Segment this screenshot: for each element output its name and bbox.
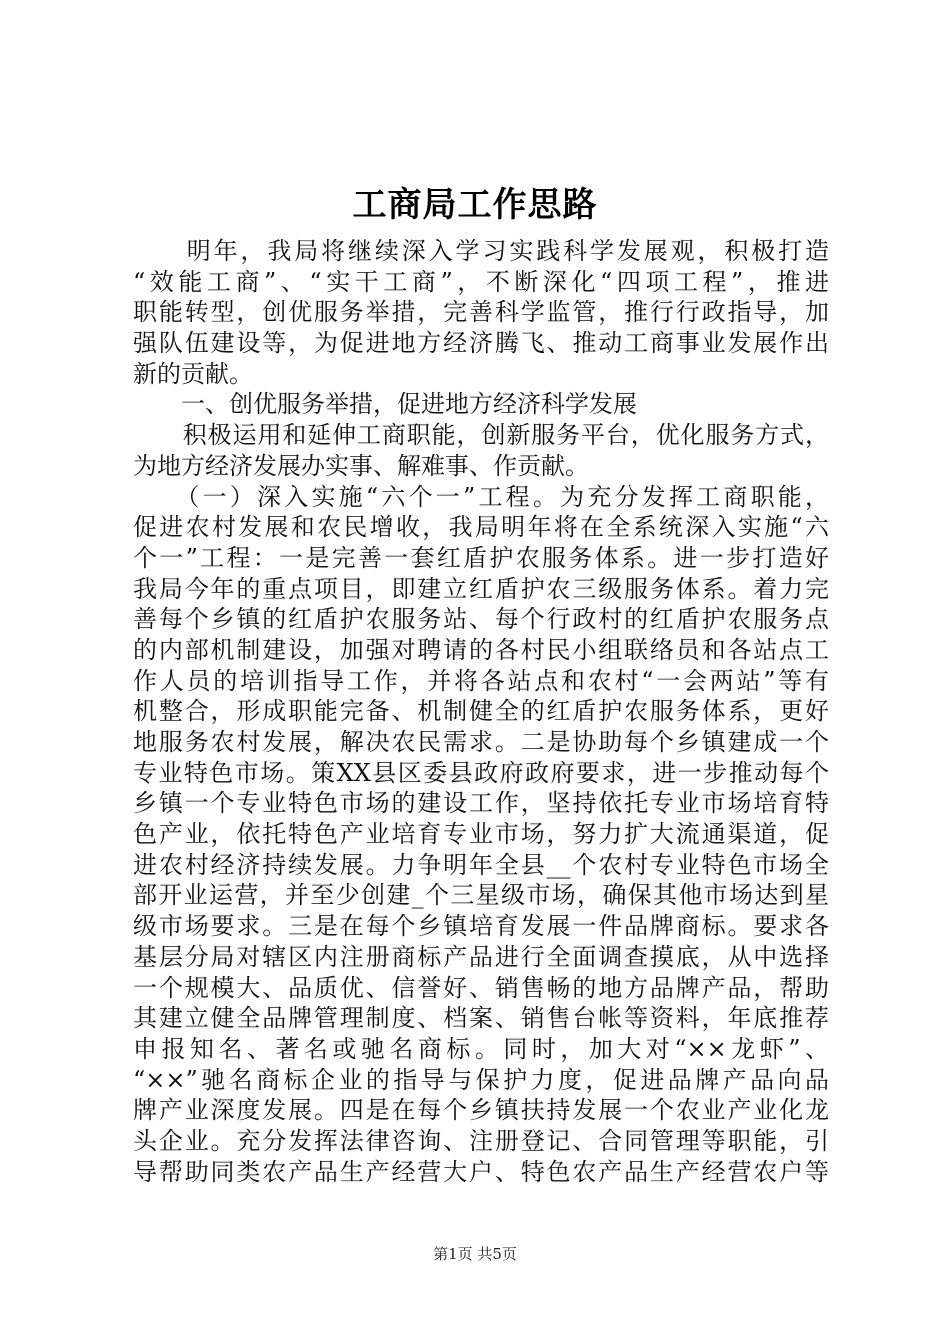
text-line: 进农村经济持续发展。力争明年全县__个农村专业特色市场全 <box>133 850 829 879</box>
text-line: 强队伍建设等，为促进地方经济腾飞、推动工商事业发展作出 <box>133 329 829 358</box>
text-line: 明年，我局将继续深入学习实践科学发展观，积极打造 <box>133 237 829 265</box>
text-line: 牌产业深度发展。四是在每个乡镇扶持发展一个农业产业化龙 <box>133 1096 829 1125</box>
text-line: 新的贡献。 <box>133 359 253 388</box>
document-title: 工商局工作思路 <box>352 185 598 225</box>
text-line: 职能转型，创优服务举措，完善科学监管，推行行政指导，加 <box>133 298 829 327</box>
text-line: 基层分局对辖区内注册商标产品进行全面调查摸底，从中选择 <box>133 942 829 971</box>
page-footer: 第1页 共5页 <box>433 1245 517 1263</box>
text-line: 我局今年的重点项目，即建立红盾护农三级服务体系。着力完 <box>133 574 829 603</box>
text-line: 积极运用和延伸工商职能，创新服务平台，优化服务方式， <box>133 421 829 450</box>
text-line: “效能工商”、“实干工商”，不断深化“四项工程”，推进 <box>133 267 829 296</box>
text-line: 导帮助同类农产品生产经营大户、特色农产品生产经营农户等 <box>133 1157 829 1186</box>
text-line: 乡镇一个专业特色市场的建设工作，坚持依托专业市场培育特 <box>133 789 829 818</box>
text-line: 促进农村发展和农民增收，我局明年将在全系统深入实施“六 <box>133 513 829 542</box>
text-line: “××”驰名商标企业的指导与保护力度，促进品牌产品向品 <box>133 1065 829 1094</box>
text-line: 一个规模大、品质优、信誉好、销售畅的地方品牌产品，帮助 <box>133 973 829 1002</box>
text-line: 专业特色市场。策XX县区委县政府政府要求，进一步推动每个 <box>133 758 829 787</box>
text-line: 级市场要求。三是在每个乡镇培育发展一件品牌商标。要求各 <box>133 912 829 941</box>
text-line: 的内部机制建设，加强对聘请的各村民小组联络员和各站点工 <box>133 635 829 664</box>
text-line: 个一”工程：一是完善一套红盾护农服务体系。进一步打造好 <box>133 543 829 572</box>
text-line: （一）深入实施“六个一”工程。为充分发挥工商职能， <box>133 482 829 511</box>
text-line: 头企业。充分发挥法律咨询、注册登记、合同管理等职能，引 <box>133 1126 829 1155</box>
text-line: 部开业运营，并至少创建_个三星级市场，确保其他市场达到星 <box>133 881 829 910</box>
text-line: 为地方经济发展办实事、解难事、作贡献。 <box>133 451 589 480</box>
text-line: 色产业，依托特色产业培育专业市场，努力扩大流通渠道，促 <box>133 820 829 849</box>
text-line: 其建立健全品牌管理制度、档案、销售台帐等资料，年底推荐 <box>133 1004 829 1033</box>
document-body <box>133 236 829 1187</box>
text-line: 作人员的培训指导工作，并将各站点和农村“一会两站”等有 <box>133 666 829 695</box>
text-line: 善每个乡镇的红盾护农服务站、每个行政村的红盾护农服务点 <box>133 605 829 634</box>
text-line: 地服务农村发展，解决农民需求。二是协助每个乡镇建成一个 <box>133 728 829 756</box>
text-line: 一、创优服务举措，促进地方经济科学发展 <box>133 390 637 419</box>
text-line: 机整合，形成职能完备、机制健全的红盾护农服务体系，更好 <box>133 697 829 726</box>
text-line: 申报知名、著名或驰名商标。同时，加大对“××龙虾”、 <box>133 1034 829 1063</box>
